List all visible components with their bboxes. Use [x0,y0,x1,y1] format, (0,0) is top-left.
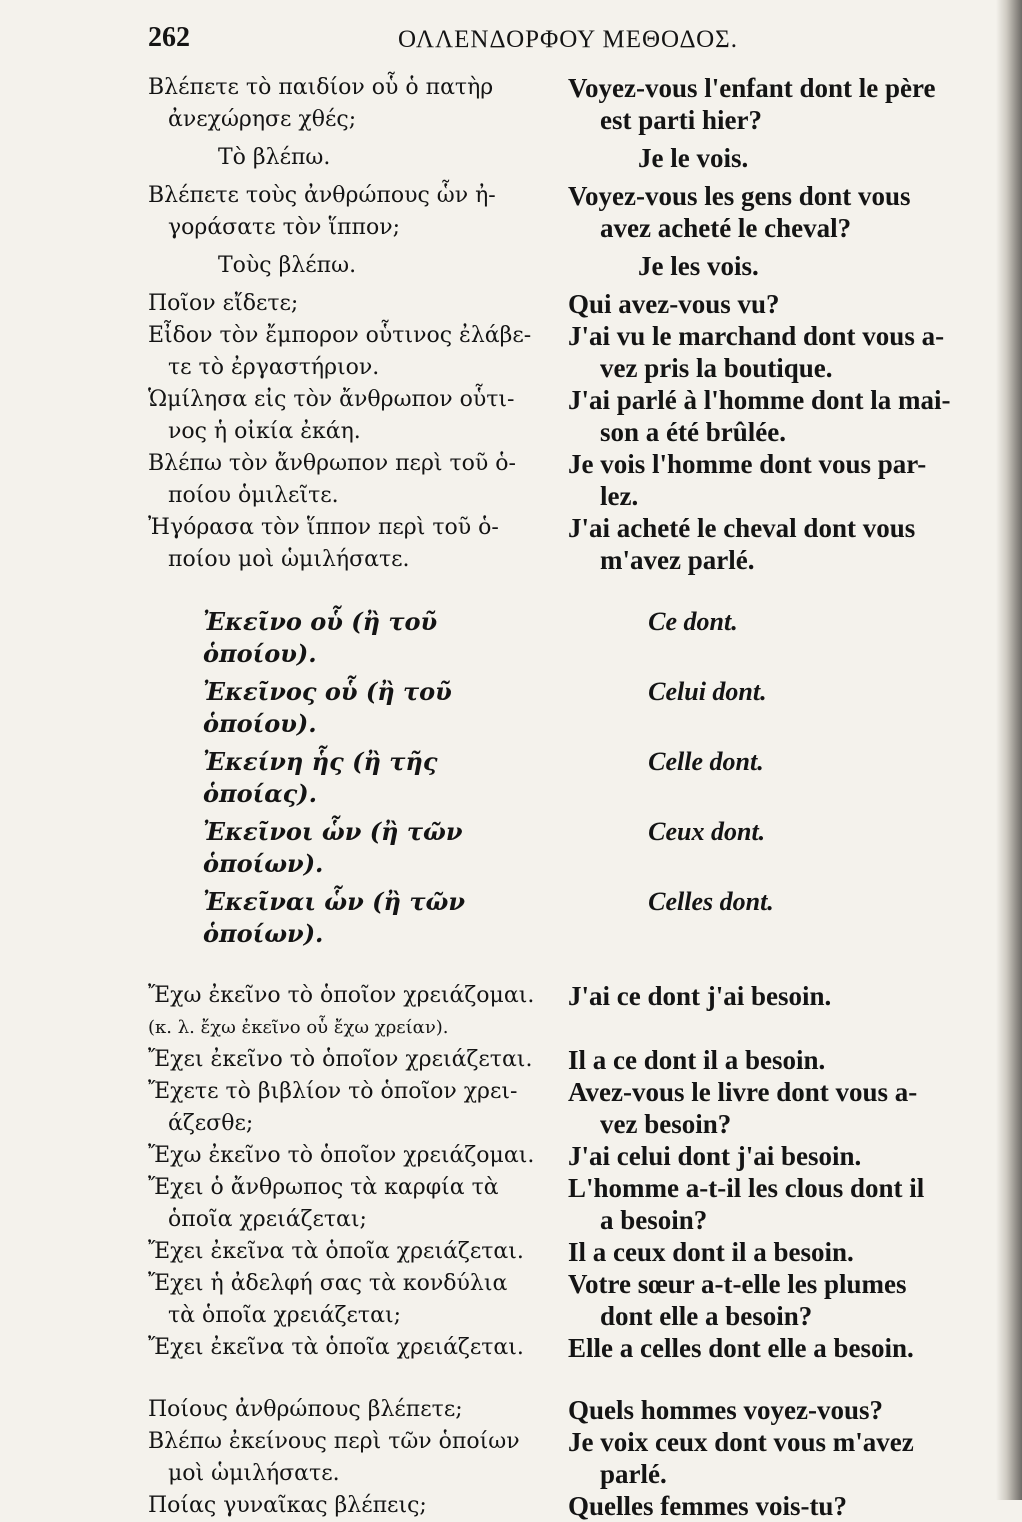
entry-row [0,1140,1000,1172]
entry-row [0,1236,1000,1268]
entry-row [0,1044,1000,1076]
greek-line: Ἔχετε τὸ βιβλίον τὸ ὁποῖον χρει- [148,1079,518,1104]
french-line: lez. [600,481,639,511]
french-line: Votre sœur a-t-elle les plumes [568,1269,907,1299]
french-pronoun: Celle dont. [648,747,764,776]
greek-line: Ποίας γυναῖκας βλέπεις; [148,1493,427,1518]
french-line: avez acheté le cheval? [600,213,852,243]
greek-line: Ἔχει ἐκεῖνα τὰ ὁποῖα χρειάζεται. [148,1239,524,1264]
french-line: Il a ce dont il a besoin. [568,1045,826,1075]
greek-note: (κ. λ. ἔχω ἐκεῖνο οὗ ἔχω χρείαν). [148,1017,449,1038]
greek-pronoun: Ἐκεῖναι ὧν (ἢ τῶν ὁποίων). [203,887,465,948]
greek-line: Βλέπω ἐκείνους περὶ τῶν ὁποίων [148,1429,520,1454]
greek-line: Βλέπετε τοὺς ἀνθρώπους ὧν ἠ- [148,183,496,208]
french-line: Quelles femmes vois-tu? [568,1491,847,1521]
french-line: Je les vois. [638,251,759,281]
french-line: Je vois l'homme dont vous par- [568,449,927,479]
french-line: Elle a celles dont elle a besoin. [568,1333,914,1363]
entry-row [0,1394,1000,1426]
french-line: parlé. [600,1459,667,1489]
entry-row [0,1332,1000,1364]
entry-row [0,288,1000,320]
greek-line: Ἔχω ἐκεῖνο τὸ ὁποῖον χρειάζομαι. [148,983,535,1008]
greek-line: γοράσατε τὸν ἵππον; [168,215,400,240]
entry-row [0,1490,1000,1522]
french-line: vez pris la boutique. [600,353,833,383]
entry-row [0,320,1000,384]
french-pronoun: Ceux dont. [648,817,766,846]
greek-line: Βλέπετε τὸ παιδίον οὗ ὁ πατὴρ [148,75,494,100]
greek-line: Ἔχει ἡ ἀδελφή σας τὰ κονδύλια [148,1271,508,1296]
french-line: J'ai acheté le cheval dont vous [568,513,916,543]
greek-line: τε τὸ ἐργαστήριον. [168,355,380,380]
greek-line: ποίου ὁμιλεῖτε. [168,483,339,508]
greek-pronoun: Ἐκεῖνοι ὧν (ἢ τῶν ὁποίων). [203,817,463,878]
entry-row [0,1426,1000,1490]
greek-line: Ἔχει ἐκεῖνα τὰ ὁποῖα χρειάζεται. [148,1335,524,1360]
book-gutter-shadow [996,0,1022,1500]
greek-line: ποίου μοὶ ὡμιλήσατε. [168,547,410,572]
greek-line: άζεσθε; [168,1111,254,1136]
pronoun-row [0,886,1000,950]
pronoun-row [0,746,1000,810]
french-line: Qui avez-vous vu? [568,289,780,319]
greek-line: Ποίους ἀνθρώπους βλέπετε; [148,1397,463,1422]
french-line: Voyez-vous l'enfant dont le père [568,73,936,103]
french-pronoun: Ce dont. [648,607,738,636]
greek-line: ὁποῖα χρειάζεται; [168,1207,367,1232]
greek-line: Ἔχει ὁ ἄνθρωπος τὰ καρφία τὰ [148,1175,499,1200]
french-line: dont elle a besoin? [600,1301,813,1331]
french-line: Voyez-vous les gens dont vous [568,181,911,211]
greek-line: Εἶδον τὸν ἔμπορον οὗτινος ἐλάβε- [148,323,532,348]
greek-line: Ὡμίλησα εἰς τὸν ἄνθρωπον οὗτι- [148,387,515,412]
greek-line: Ἔχει ἐκεῖνο τὸ ὁποῖον χρειάζεται. [148,1047,533,1072]
greek-pronoun: Ἐκείνη ἧς (ἢ τῆς ὁποίας). [203,747,438,808]
french-line: J'ai parlé à l'homme dont la mai- [568,385,951,415]
pronoun-row [0,676,1000,740]
page-header [148,20,962,60]
french-line: J'ai ce dont j'ai besoin. [568,981,832,1011]
french-pronoun: Celles dont. [648,887,774,916]
running-title: ΟΛΛΕΝΔΟΡΦΟΥ ΜΕΘΟΔΟΣ. [398,26,738,53]
greek-line: νος ἡ οἰκία ἐκάη. [168,419,361,444]
french-line: m'avez parlé. [600,545,755,575]
french-line: Avez-vous le livre dont vous a- [568,1077,918,1107]
greek-line: Ἠγόρασα τὸν ἵππον περὶ τοῦ ὁ- [148,515,499,540]
french-line: est parti hier? [600,105,762,135]
french-line: a besoin? [600,1205,708,1235]
entry-row [0,1076,1000,1140]
entry-row [0,1172,1000,1236]
greek-line: Τὸ βλέπω. [218,145,331,170]
greek-line: Βλέπω τὸν ἄνθρωπον περὶ τοῦ ὁ- [148,451,516,476]
french-line: Quels hommes voyez-vous? [568,1395,883,1425]
greek-line: τὰ ὁποῖα χρειάζεται; [168,1303,401,1328]
french-line: J'ai celui dont j'ai besoin. [568,1141,862,1171]
entry-row [0,448,1000,512]
french-line: Je voix ceux dont vous m'avez [568,1427,914,1457]
greek-line: Ποῖον εἴδετε; [148,291,299,316]
pronoun-row [0,606,1000,670]
entry-row [0,384,1000,448]
entry-row [0,250,1000,282]
entry-row [0,980,1000,1044]
page-number: 262 [148,22,190,53]
greek-line: Τοὺς βλέπω. [218,253,357,278]
greek-line: Ἔχω ἐκεῖνο τὸ ὁποῖον χρειάζομαι. [148,1143,535,1168]
french-line: Je le vois. [638,143,749,173]
french-line: J'ai vu le marchand dont vous a- [568,321,945,351]
pronoun-row [0,816,1000,880]
greek-pronoun: Ἐκεῖνος οὗ (ἢ τοῦ ὁποίου). [203,677,452,738]
entry-row [0,512,1000,576]
entry-row [0,1268,1000,1332]
french-line: son a été brûlée. [600,417,786,447]
greek-pronoun: Ἐκεῖνο οὗ (ἢ τοῦ ὁποίου). [203,607,438,668]
greek-line: μοὶ ὡμιλήσατε. [168,1461,340,1486]
french-pronoun: Celui dont. [648,677,767,706]
greek-line: ἀνεχώρησε χθές; [168,107,357,132]
entry-row [0,180,1000,244]
entry-row [0,72,1000,136]
french-line: Il a ceux dont il a besoin. [568,1237,854,1267]
french-line: vez besoin? [600,1109,732,1139]
french-line: L'homme a-t-il les clous dont il [568,1173,925,1203]
bilingual-text [0,72,1000,1522]
entry-row [0,142,1000,174]
